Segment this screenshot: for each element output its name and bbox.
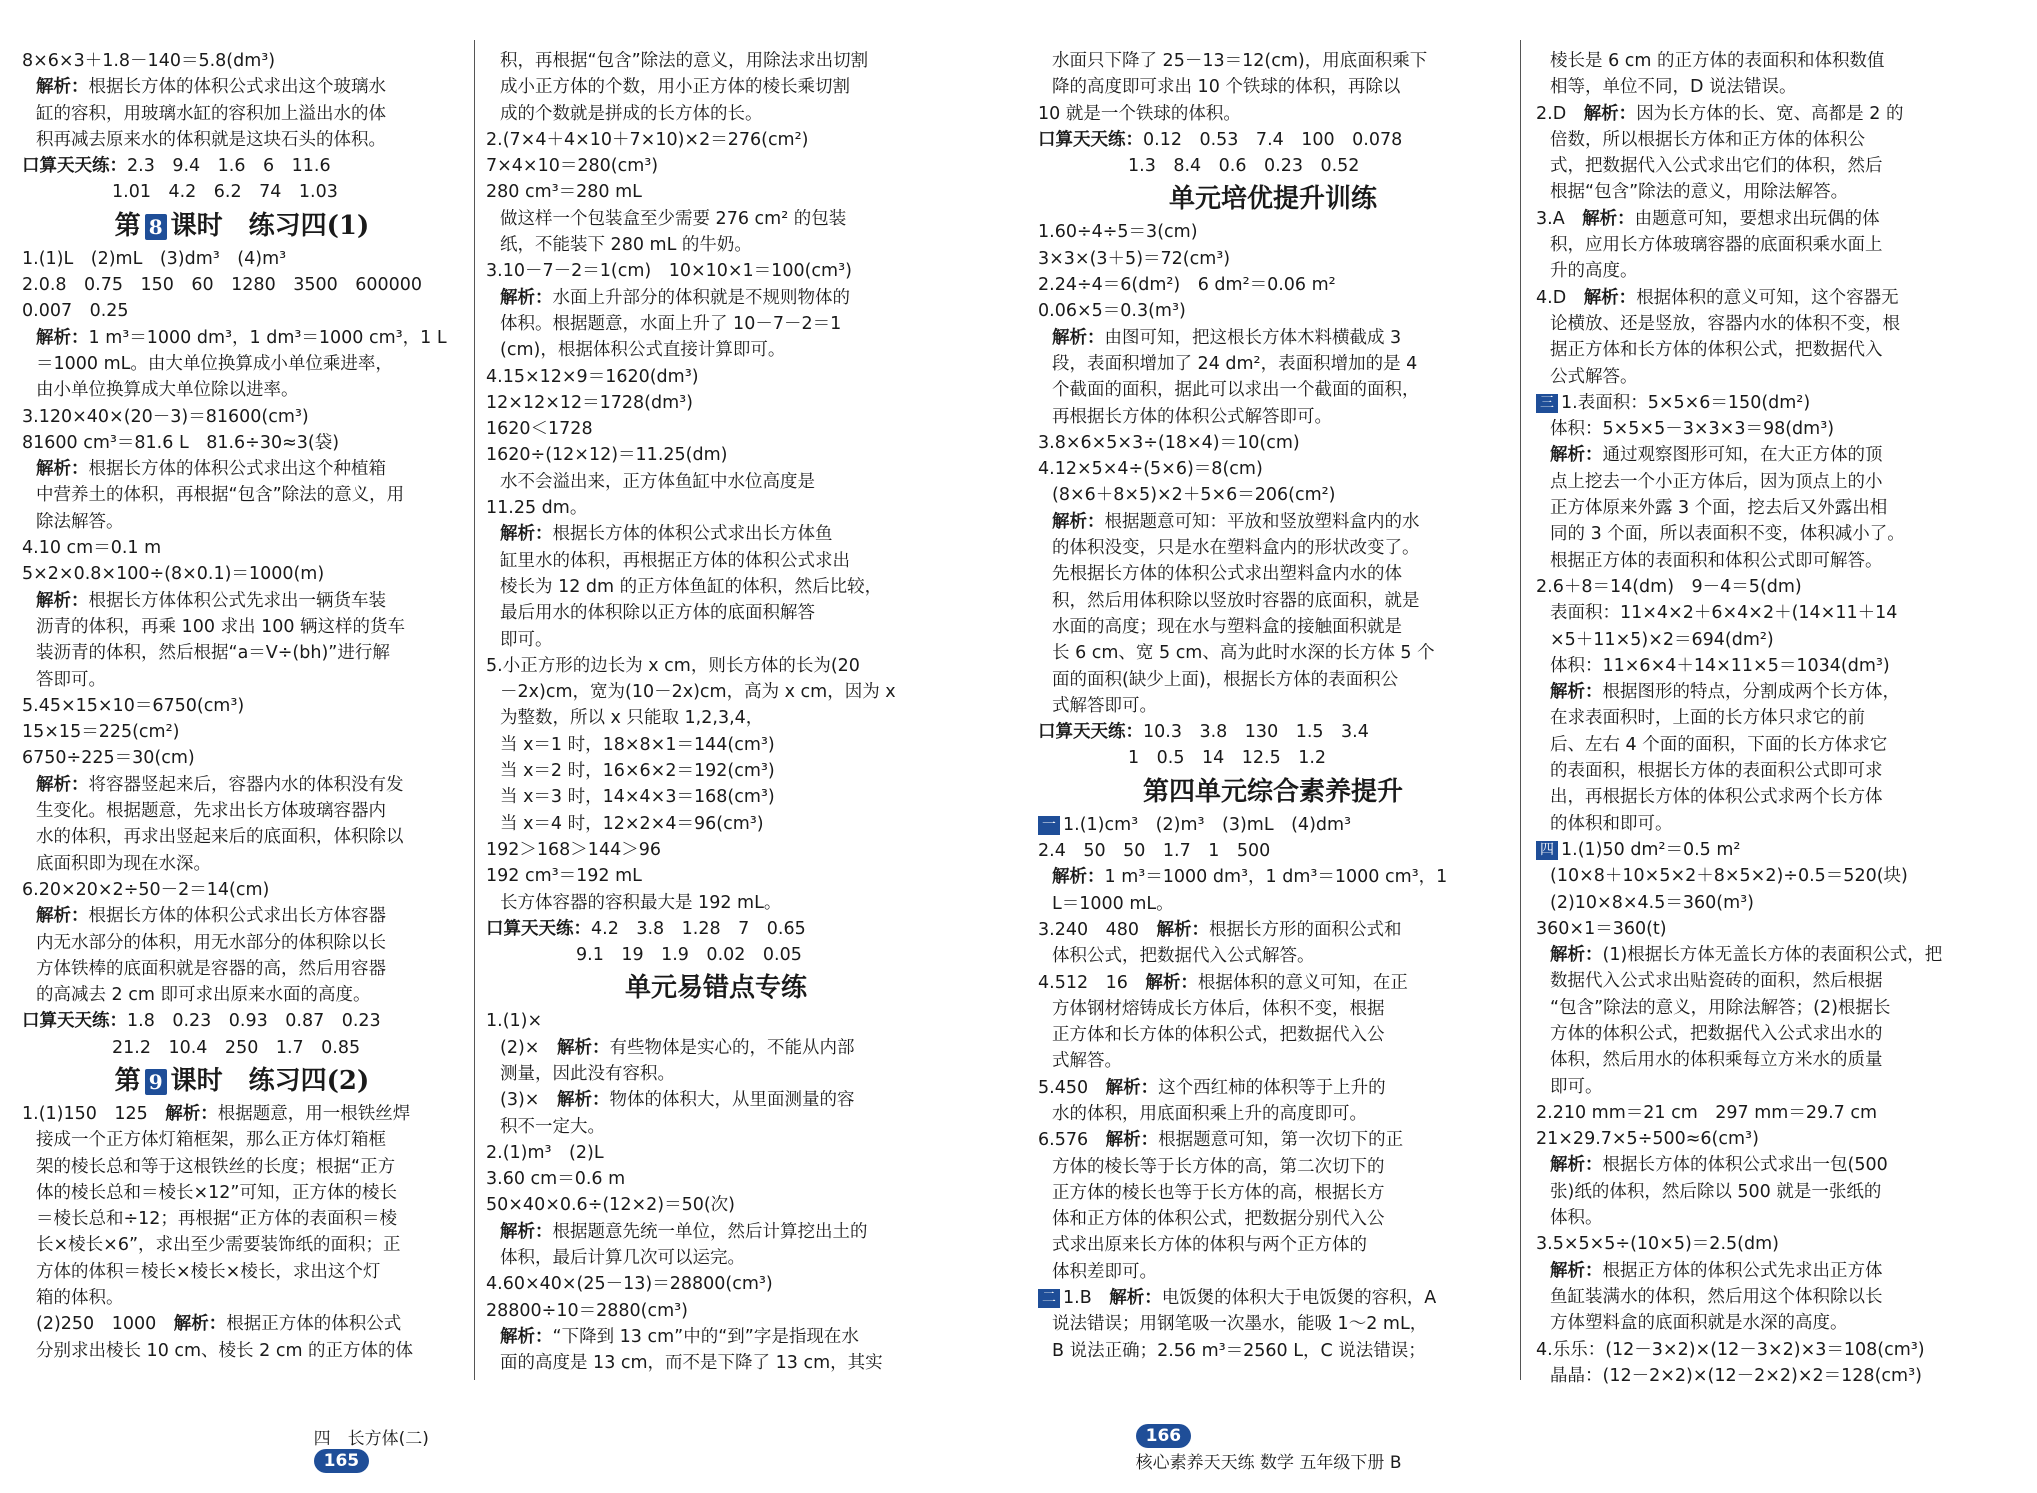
text-line: 5×2×0.8×100÷(8×0.1)＝1000(m) (22, 564, 325, 585)
text-line: 积，再根据“包含”除法的意义，用除法求出切割 (500, 51, 869, 71)
section-heading: 单元培优提升训练 (1168, 184, 1377, 215)
text-line: 棱长是 6 cm 的正方体的表面积和体积数值 (1550, 51, 1885, 71)
text-line: 的高减去 2 cm 即可求出原来水面的高度。 (36, 985, 371, 1006)
text-line: 体积。 (1550, 1208, 1603, 1229)
text-line: 体的棱长总和＝棱长×12”可知，正方体的棱长 (36, 1182, 397, 1203)
text-line: 成小正方体的个数，用小正方体的棱长乘切割 (500, 77, 850, 98)
text-line: ＝1000 mL。由大单位换算成小单位乘进率， (36, 353, 393, 374)
text-line: 当 x＝1 时，18×8×1＝144(cm³) (500, 734, 775, 755)
section-number-badge: 四 (1536, 841, 1558, 860)
text-line: 解析：根据长方体的体积公式求出长方体鱼 (500, 524, 833, 545)
text-line: 当 x＝4 时，12×2×4＝96(cm³) (500, 813, 764, 834)
text-line: 当 x＝2 时，16×6×2＝192(cm³) (500, 761, 775, 782)
column-divider (1520, 40, 1521, 1380)
text-line: 4.D 解析：根据体积的意义可知，这个容器无 (1536, 287, 1899, 308)
section-heading: 第四单元综合素养提升 (1142, 776, 1403, 807)
text-line: 解析：1 m³＝1000 dm³，1 dm³＝1000 cm³，1 (1052, 867, 1448, 888)
text-line: (2)250 1000 解析：根据正方体的体积公式 (36, 1314, 402, 1335)
text-line: 式解答。 (1052, 1051, 1122, 1072)
text-line: 解析：根据长方体的体积公式求出一包(500 (1550, 1155, 1888, 1176)
text-line: 3.120×40×(20－3)＝81600(cm³) (22, 406, 309, 427)
text-line: 积，然后用体积除以竖放时容器的底面积，就是 (1052, 590, 1420, 611)
text-line: 解析：水面上升部分的体积就是不规则物体的 (500, 287, 850, 308)
text-line: 最后用水的体积除以正方体的底面积解答 (500, 603, 815, 624)
text-line: 280 cm³＝280 mL (486, 182, 642, 203)
page-number-165: 165 (314, 1449, 370, 1473)
text-line: 相等，单位不同，D 说法错误。 (1550, 77, 1797, 98)
text-line: 9.1 19 1.9 0.02 0.05 (576, 945, 802, 966)
text-line: 口算天天练：0.12 0.53 7.4 100 0.078 (1038, 129, 1403, 150)
text-line: 3.8×6×5×3÷(18×4)＝10(cm) (1038, 432, 1300, 453)
text-line: 4.乐乐：(12－3×2)×(12－3×2)×3＝108(cm³) (1536, 1339, 1925, 1360)
text-line: 棱长为 12 dm 的正方体鱼缸的体积，然后比较， (500, 576, 883, 597)
text-line: 2.D 解析：因为长方体的长、宽、高都是 2 的 (1536, 103, 1904, 124)
text-line: 21×29.7×5÷500≈6(cm³) (1536, 1129, 1759, 1150)
text-line: 0.06×5＝0.3(m³) (1038, 301, 1186, 322)
text-line: 11.25 dm。 (486, 498, 588, 519)
text-line: 方体的体积公式，把数据代入公式求出水的 (1550, 1023, 1883, 1044)
text-line: 1.01 4.2 6.2 74 1.03 (112, 182, 338, 203)
text-line: 出，再根据长方体的体积公式求两个长方体 (1550, 787, 1883, 808)
text-line: 数据代入公式求出贴瓷砖的面积，然后根据 (1550, 971, 1883, 992)
text-line: 装沥青的体积，然后根据“a＝V÷(bh)”进行解 (36, 643, 390, 664)
text-line: 28800÷10＝2880(cm³) (486, 1300, 688, 1321)
text-line: 4.10 cm＝0.1 m (22, 538, 162, 559)
text-line: 除法解答。 (36, 511, 124, 532)
text-line: 底面积即为现在水深。 (36, 853, 211, 874)
text-line: 方体塑料盒的底面积就是水深的高度。 (1550, 1313, 1848, 1334)
text-line: 6.576 解析：根据题意可知，第一次切下的正 (1038, 1130, 1404, 1151)
text-line: 解析：(1)根据长方体无盖长方体的表面积公式，把 (1550, 945, 1943, 966)
text-line: 体积，最后计算几次可以运完。 (500, 1248, 745, 1269)
text-line: 解析：根据长方体的体积公式求出这个种植箱 (36, 459, 386, 480)
left-column-1 (22, 48, 462, 1364)
footer-right (1114, 1404, 1402, 1493)
text-line: 360×1＝360(t) (1536, 918, 1667, 939)
text-line: 面的高度是 13 cm，而不是下降了 13 cm，其实 (500, 1353, 883, 1374)
text-line: 5.小正方形的边长为 x cm，则长方体的长为(20 (486, 655, 860, 676)
text-line: ×5＋11×5)×2＝694(dm²) (1550, 629, 1774, 650)
text-line: 4.60×40×(25－13)＝28800(cm³) (486, 1274, 773, 1295)
right-page (1018, 0, 2037, 1476)
text-line: 答即可。 (36, 669, 106, 690)
text-line: 积，应用长方体玻璃容器的底面积乘水面上 (1550, 235, 1883, 256)
text-line: L＝1000 mL。 (1052, 893, 1174, 914)
text-line: 即可。 (1550, 1076, 1603, 1097)
text-line: 方体钢材熔铸成长方体后，体积不变，根据 (1052, 998, 1385, 1019)
text-line: 4.512 16 解析：根据体积的意义可知，在正 (1038, 972, 1408, 993)
text-line: 解析：根据题意先统一单位，然后计算挖出土的 (500, 1221, 868, 1242)
text-line: 架的棱长总和等于这根铁丝的长度；根据“正方 (36, 1156, 396, 1177)
text-line: 体积公式，把数据代入公式解答。 (1052, 946, 1315, 967)
text-line: 5.450 解析：这个西红柿的体积等于上升的 (1038, 1077, 1386, 1098)
text-line: 3.60 cm＝0.6 m (486, 1169, 626, 1190)
text-line: 2.210 mm＝21 cm 297 mm＝29.7 cm (1536, 1102, 1878, 1123)
text-line: 方体铁棒的底面积就是容器的高，然后用容器 (36, 958, 386, 979)
text-line: 2.24÷4＝6(dm²) 6 dm²＝0.06 m² (1038, 275, 1336, 296)
text-line: 水不会溢出来，正方体鱼缸中水位高度是 (500, 471, 815, 492)
text-line: 2.0.8 0.75 150 60 1280 3500 600000 (22, 275, 423, 296)
text-line: 式解答即可。 (1052, 695, 1157, 716)
text-line: 解析：根据图形的特点，分割成两个长方体， (1550, 682, 1900, 703)
text-line: 测量，因此没有容积。 (500, 1063, 675, 1084)
text-line: 1.60÷4÷5＝3(cm) (1038, 222, 1198, 243)
text-line: 口算天天练：1.8 0.23 0.93 0.87 0.23 (22, 1011, 381, 1032)
text-line: 正方体和长方体的体积公式，把数据代入公 (1052, 1025, 1385, 1046)
lesson-number-badge: 8 (145, 214, 167, 240)
text-line: (10×8＋10×5×2＋8×5×2)÷0.5＝520(块) (1550, 866, 1908, 887)
text-line: 同的 3 个面，所以表面积不变，体积减小了。 (1550, 524, 1905, 545)
text-line: 后、左右 4 个面的面积，下面的长方体求它 (1550, 734, 1888, 755)
text-line: (cm)，根据体积公式直接计算即可。 (500, 340, 786, 361)
text-line: 21.2 10.4 250 1.7 0.85 (112, 1037, 361, 1058)
text-line: 段，表面积增加了 24 dm²，表面积增加的是 4 (1052, 353, 1418, 374)
footer-left (292, 1404, 429, 1493)
text-line: 81600 cm³＝81.6 L 81.6÷30≈3(袋) (22, 432, 340, 453)
text-line: 方体的体积＝棱长×棱长×棱长，求出这个灯 (36, 1261, 381, 1282)
text-line: 式，把数据代入公式求出它们的体积，然后 (1550, 156, 1883, 177)
text-line: 解析：1 m³＝1000 dm³，1 dm³＝1000 cm³，1 L (36, 327, 447, 348)
text-line: 根据正方体的表面积和体积公式即可解答。 (1550, 550, 1883, 571)
text-line: 的表面积，根据长方体的表面积公式即可求 (1550, 761, 1883, 782)
text-line: 的体积没变，只是水在塑料盒内的形状改变了。 (1052, 538, 1420, 559)
text-line: 1.(1)× (486, 1011, 543, 1032)
text-line: 当 x＝3 时，14×4×3＝168(cm³) (500, 787, 775, 808)
text-line: 纸，不能装下 280 mL 的牛奶。 (500, 235, 752, 256)
text-line: 口算天天练：2.3 9.4 1.6 6 11.6 (22, 156, 331, 177)
text-line: 三 1.表面积：5×5×6＝150(dm²) (1536, 390, 2006, 416)
text-line: 8×6×3＋1.8－140＝5.8(dm³) (22, 51, 276, 71)
text-line: 生变化。根据题意，先求出长方体玻璃容器内 (36, 801, 386, 822)
text-line: 表面积：11×4×2＋6×4×2＋(14×11＋14 (1550, 603, 1898, 624)
text-line: 鱼缸装满水的体积，然后用这个体积除以长 (1550, 1286, 1883, 1307)
text-line: 6.20×20×2÷50－2＝14(cm) (22, 879, 270, 900)
section-number-badge: 二 (1038, 1289, 1060, 1308)
text-line: 3.240 480 解析：根据长方形的面积公式和 (1038, 919, 1402, 940)
text-line: 缸的容积，用玻璃水缸的容积加上溢出水的体 (36, 103, 386, 124)
text-line: 水面的高度；现在水与塑料盒的接触面积就是 (1052, 616, 1402, 637)
text-line: “包含”除法的意义，用除法解答；(2)根据长 (1550, 997, 1891, 1018)
text-line: 内无水部分的体积，用无水部分的体积除以长 (36, 932, 386, 953)
text-line: 长方体容器的容积最大是 192 mL。 (500, 892, 782, 913)
text-line: 在求表面积时，上面的长方体只求它的前 (1550, 708, 1865, 729)
text-line: 升的高度。 (1550, 261, 1638, 282)
text-line: 水的体积，再求出竖起来后的底面积，体积除以 (36, 827, 404, 848)
text-line: 6750÷225＝30(cm) (22, 748, 195, 769)
text-line: 体积：5×5×5－3×3×3＝98(dm³) (1550, 419, 1835, 440)
text-line: 式求出原来长方体的体积与两个正方体的 (1052, 1235, 1367, 1256)
text-line: 12×12×12＝1728(dm³) (486, 392, 693, 413)
text-line: 3.10－7－2＝1(cm) 10×10×1＝100(cm³) (486, 261, 852, 282)
text-line: 说法错误；用钢笔吸一次墨水，能吸 1～2 mL， (1052, 1314, 1428, 1335)
text-line: 方体的棱长等于长方体的高，第二次切下的 (1052, 1156, 1385, 1177)
text-line: 解析：通过观察图形可知，在大正方体的顶 (1550, 445, 1883, 466)
left-column-2 (486, 48, 946, 1377)
text-line: (8×6＋8×5)×2＋5×6＝206(cm²) (1052, 485, 1336, 506)
text-line: 个截面的面积，据此可以求出一个截面的面积， (1052, 380, 1420, 401)
text-line: 解析：根据长方体的体积公式求出这个玻璃水 (36, 77, 386, 98)
text-line: (3)× 解析：物体的体积大，从里面测量的容 (500, 1090, 855, 1111)
text-line: 体和正方体的体积公式，把数据分别代入公 (1052, 1209, 1385, 1230)
text-line: 2.(1)m³ (2)L (486, 1142, 604, 1163)
text-line: 水的体积，用底面积乘上升的高度即可。 (1052, 1103, 1367, 1124)
lesson-number-badge: 9 (145, 1069, 167, 1095)
text-line: 正方体的棱长也等于长方体的高，根据长方 (1052, 1182, 1385, 1203)
text-line: 长×棱长×6”，求出至少需要装饰纸的面积；正 (36, 1235, 401, 1256)
text-line: 面的面积(缺少上面)，根据长方体的表面积公 (1052, 669, 1399, 690)
text-line: 晶晶：(12－2×2)×(12－2×2)×2＝128(cm³) (1550, 1365, 1922, 1386)
text-line: 1 0.5 14 12.5 1.2 (1128, 748, 1327, 769)
text-line: 张)纸的体积，然后除以 500 就是一张纸的 (1550, 1181, 1882, 1202)
text-line: 192＞168＞144＞96 (486, 839, 661, 860)
text-line: 水面只下降了 25－13＝12(cm)，用底面积乘下 (1052, 51, 1428, 71)
text-line: 的体积和即可。 (1550, 813, 1673, 834)
text-line: 倍数，所以根据长方体和正方体的体积公 (1550, 129, 1865, 150)
text-line: 长 6 cm、宽 5 cm、高为此时水深的长方体 5 个 (1052, 643, 1435, 664)
text-line: 3.5×5×5÷(10×5)＝2.5(dm) (1536, 1234, 1779, 1255)
text-line: ＝棱长总和÷12；再根据“正方体的表面积＝棱 (36, 1209, 397, 1230)
text-line: 根据“包含”除法的意义，用除法解答。 (1550, 182, 1849, 203)
text-line: 分别求出棱长 10 cm、棱长 2 cm 的正方体的体 (36, 1340, 414, 1361)
text-line: 解析：根据长方体的体积公式求出长方体容器 (36, 906, 386, 927)
text-line: 1.3 8.4 0.6 0.23 0.52 (1128, 156, 1360, 177)
text-line: 做这样一个包装盒至少需要 276 cm² 的包装 (500, 208, 847, 229)
text-line: 解析：根据正方体的体积公式先求出正方体 (1550, 1260, 1883, 1281)
text-line: 点上挖去一个小正方体后，因为顶点上的小 (1550, 471, 1883, 492)
text-line: 体积：11×6×4＋14×11×5＝1034(dm³) (1550, 655, 1890, 676)
footer-chapter: 四 长方体(二) (313, 1429, 429, 1449)
text-line: 为整数，所以 x 只能取 1,2,3,4， (500, 708, 764, 729)
text-line: 5.45×15×10＝6750(cm³) (22, 695, 245, 716)
text-line: 口算天天练：4.2 3.8 1.28 7 0.65 (486, 918, 806, 939)
section-number-badge: 一 (1038, 816, 1060, 835)
page-number-166: 166 (1136, 1424, 1192, 1448)
text-line: 50×40×0.6÷(12×2)＝50(次) (486, 1195, 735, 1216)
footer-book-title: 核心素养天天练 数学 五年级下册 B (1135, 1453, 1402, 1473)
text-line: 1620＜1728 (486, 419, 593, 440)
text-line: 一 1.(1)cm³ (2)m³ (3)mL (4)dm³ (1038, 812, 1508, 838)
text-line: 0.007 0.25 (22, 301, 129, 322)
text-line: 箱的体积。 (36, 1288, 124, 1309)
text-line: 沥青的体积，再乘 100 求出 100 辆这样的货车 (36, 616, 406, 637)
text-line: －2x)cm，宽为(10－2x)cm，高为 x cm，因为 x (500, 682, 896, 703)
text-line: 192 cm³＝192 mL (486, 866, 642, 887)
text-line: 3×3×(3＋5)＝72(cm³) (1038, 248, 1231, 269)
text-line: 解析：将容器竖起来后，容器内水的体积没有发 (36, 774, 404, 795)
text-line: 10 就是一个铁球的体积。 (1038, 103, 1241, 124)
text-line: 论横放、还是竖放，容器内水的体积不变，根 (1550, 313, 1900, 334)
text-line: 2.6＋8＝14(dm) 9－4＝5(dm) (1536, 576, 1802, 597)
right-column-1 (1038, 48, 1508, 1364)
section-heading: 第 9 课时 练习四(2) (114, 1065, 370, 1096)
text-line: 4.15×12×9＝1620(dm³) (486, 366, 699, 387)
text-line: 解析：“下降到 13 cm”中的“到”字是指现在水 (500, 1326, 859, 1347)
section-heading: 第 8 课时 练习四(1) (114, 210, 370, 241)
left-page (0, 0, 1018, 1476)
text-line: 2.4 50 50 1.7 1 500 (1038, 841, 1271, 862)
right-column-2 (1536, 48, 2006, 1389)
text-line: 降的高度即可求出 10 个铁球的体积，再除以 (1052, 77, 1401, 98)
text-line: 四 1.(1)50 dm²＝0.5 m² (1536, 837, 2006, 863)
text-line: B 说法正确；2.56 m³＝2560 L，C 说法错误； (1052, 1340, 1426, 1361)
column-divider (474, 40, 475, 1380)
text-line: 4.12×5×4÷(5×6)＝8(cm) (1038, 459, 1263, 480)
text-line: 解析：由图可知，把这根长方体木料横截成 3 (1052, 327, 1402, 348)
text-line: 积不一定大。 (500, 1116, 605, 1137)
section-heading: 单元易错点专练 (624, 973, 807, 1004)
text-line: 解析：根据题意可知：平放和竖放塑料盒内的水 (1052, 511, 1420, 532)
text-line: 中营养土的体积，再根据“包含”除法的意义，用 (36, 485, 405, 506)
text-line: 解析：根据长方体体积公式先求出一辆货车装 (36, 590, 386, 611)
text-line: (2)× 解析：有些物体是实心的，不能从内部 (500, 1037, 855, 1058)
text-line: 由小单位换算成大单位除以进率。 (36, 380, 299, 401)
text-line: 成的个数就是拼成的长方体的长。 (500, 103, 763, 124)
text-line: 先根据长方体的体积公式求出塑料盒内水的体 (1052, 564, 1402, 585)
text-line: 1.(1)150 125 解析：根据题意，用一根铁丝焊 (22, 1103, 411, 1124)
text-line: 体积。根据题意，水面上升了 10－7－2＝1 (500, 313, 842, 334)
text-line: 再根据长方体的体积公式解答即可。 (1052, 406, 1332, 427)
text-line: 积再减去原来水的体积就是这块石头的体积。 (36, 129, 386, 150)
text-line: 据正方体和长方体的体积公式，把数据代入 (1550, 340, 1883, 361)
text-line: 1620÷(12×12)＝11.25(dm) (486, 445, 728, 466)
text-line: 口算天天练：10.3 3.8 130 1.5 3.4 (1038, 722, 1369, 743)
text-line: 正方体原来外露 3 个面，挖去后又外露出相 (1550, 498, 1888, 519)
text-line: (2)10×8×4.5＝360(m³) (1550, 892, 1754, 913)
text-line: 二 1.B 解析：电饭煲的体积大于电饭煲的容积，A (1038, 1285, 1508, 1311)
text-line: 公式解答。 (1550, 366, 1638, 387)
text-line: 2.(7×4＋4×10＋7×10)×2＝276(cm²) (486, 129, 809, 150)
text-line: 即可。 (500, 629, 553, 650)
text-line: 体积，然后用水的体积乘每立方米水的质量 (1550, 1050, 1883, 1071)
text-line: 15×15＝225(cm²) (22, 722, 180, 743)
text-line: 接成一个正方体灯箱框架，那么正方体灯箱框 (36, 1130, 386, 1151)
section-number-badge: 三 (1536, 394, 1558, 413)
text-line: 体积差即可。 (1052, 1261, 1157, 1282)
text-line: 3.A 解析：由题意可知，要想求出玩偶的体 (1536, 208, 1880, 229)
text-line: 7×4×10＝280(cm³) (486, 156, 659, 177)
text-line: 缸里水的体积，再根据正方体的体积公式求出 (500, 550, 850, 571)
text-line: 1.(1)L (2)mL (3)dm³ (4)m³ (22, 248, 287, 269)
